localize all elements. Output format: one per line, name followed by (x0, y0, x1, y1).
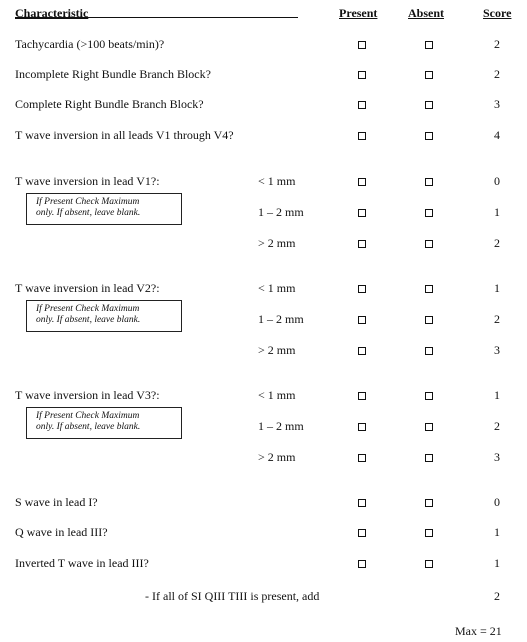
group-0-option-0-absent-checkbox[interactable] (425, 178, 433, 186)
row-score: 4 (494, 128, 500, 142)
row-3-absent-checkbox[interactable] (425, 132, 433, 140)
row-label: Tachycardia (>100 beats/min)? (15, 37, 165, 51)
range-label: 1 – 2 mm (258, 312, 304, 326)
option-score: 0 (494, 174, 500, 188)
instruction-line: only. If absent, leave blank. (36, 208, 141, 218)
group-1-option-0-absent-checkbox[interactable] (425, 285, 433, 293)
instruction-line: If Present Check Maximum (36, 411, 140, 421)
group-label: T wave inversion in lead V2?: (15, 281, 160, 295)
group-0-option-2-absent-checkbox[interactable] (425, 240, 433, 248)
header-underline (15, 17, 298, 18)
row2-1-present-checkbox[interactable] (358, 529, 366, 537)
group-0-option-1-absent-checkbox[interactable] (425, 209, 433, 217)
row2-2-absent-checkbox[interactable] (425, 560, 433, 568)
group-2-option-2-absent-checkbox[interactable] (425, 454, 433, 462)
group-1-option-1-absent-checkbox[interactable] (425, 316, 433, 324)
range-label: 1 – 2 mm (258, 419, 304, 433)
instruction-line: only. If absent, leave blank. (36, 315, 141, 325)
option-score: 2 (494, 312, 500, 326)
option-score: 1 (494, 205, 500, 219)
range-label: < 1 mm (258, 174, 296, 188)
range-label: < 1 mm (258, 388, 296, 402)
option-score: 3 (494, 450, 500, 464)
row-1-present-checkbox[interactable] (358, 71, 366, 79)
row-label: Incomplete Right Bundle Branch Block? (15, 67, 211, 81)
row2-0-absent-checkbox[interactable] (425, 499, 433, 507)
add-note-label: - If all of SI QIII TIII is present, add (145, 589, 320, 603)
group-1-option-1-present-checkbox[interactable] (358, 316, 366, 324)
row-2-absent-checkbox[interactable] (425, 101, 433, 109)
group-0-option-2-present-checkbox[interactable] (358, 240, 366, 248)
row-score: 1 (494, 556, 500, 570)
row-score: 0 (494, 495, 500, 509)
row-score: 2 (494, 37, 500, 51)
max-total: Max = 21 (455, 624, 502, 638)
range-label: < 1 mm (258, 281, 296, 295)
row-label: Q wave in lead III? (15, 525, 108, 539)
instruction-box (26, 193, 182, 225)
option-score: 1 (494, 388, 500, 402)
row-score: 3 (494, 97, 500, 111)
group-2-option-1-absent-checkbox[interactable] (425, 423, 433, 431)
instruction-box (26, 407, 182, 439)
instruction-line: If Present Check Maximum (36, 197, 140, 207)
row-label: T wave inversion in all leads V1 through V4? (15, 128, 234, 142)
range-label: > 2 mm (258, 236, 296, 250)
row-score: 1 (494, 525, 500, 539)
option-score: 2 (494, 236, 500, 250)
row-2-present-checkbox[interactable] (358, 101, 366, 109)
option-score: 2 (494, 419, 500, 433)
range-label: 1 – 2 mm (258, 205, 304, 219)
group-2-option-0-absent-checkbox[interactable] (425, 392, 433, 400)
row2-2-present-checkbox[interactable] (358, 560, 366, 568)
header-score: Score (483, 6, 512, 20)
option-score: 3 (494, 343, 500, 357)
row2-0-present-checkbox[interactable] (358, 499, 366, 507)
row-score: 2 (494, 67, 500, 81)
header-present: Present (339, 6, 378, 20)
option-score: 1 (494, 281, 500, 295)
add-note-score: 2 (494, 589, 500, 603)
group-0-option-0-present-checkbox[interactable] (358, 178, 366, 186)
instruction-box (26, 300, 182, 332)
row-label: S wave in lead I? (15, 495, 98, 509)
range-label: > 2 mm (258, 343, 296, 357)
row2-1-absent-checkbox[interactable] (425, 529, 433, 537)
group-1-option-0-present-checkbox[interactable] (358, 285, 366, 293)
row-0-present-checkbox[interactable] (358, 41, 366, 49)
row-1-absent-checkbox[interactable] (425, 71, 433, 79)
row-label: Complete Right Bundle Branch Block? (15, 97, 204, 111)
row-label: Inverted T wave in lead III? (15, 556, 149, 570)
header-characteristic: Characteristic (15, 6, 89, 20)
group-2-option-1-present-checkbox[interactable] (358, 423, 366, 431)
group-2-option-0-present-checkbox[interactable] (358, 392, 366, 400)
header-absent: Absent (408, 6, 445, 20)
group-1-option-2-present-checkbox[interactable] (358, 347, 366, 355)
group-2-option-2-present-checkbox[interactable] (358, 454, 366, 462)
group-1-option-2-absent-checkbox[interactable] (425, 347, 433, 355)
group-label: T wave inversion in lead V3?: (15, 388, 160, 402)
group-0-option-1-present-checkbox[interactable] (358, 209, 366, 217)
instruction-line: only. If absent, leave blank. (36, 422, 141, 432)
range-label: > 2 mm (258, 450, 296, 464)
group-label: T wave inversion in lead V1?: (15, 174, 160, 188)
row-0-absent-checkbox[interactable] (425, 41, 433, 49)
instruction-line: If Present Check Maximum (36, 304, 140, 314)
row-3-present-checkbox[interactable] (358, 132, 366, 140)
